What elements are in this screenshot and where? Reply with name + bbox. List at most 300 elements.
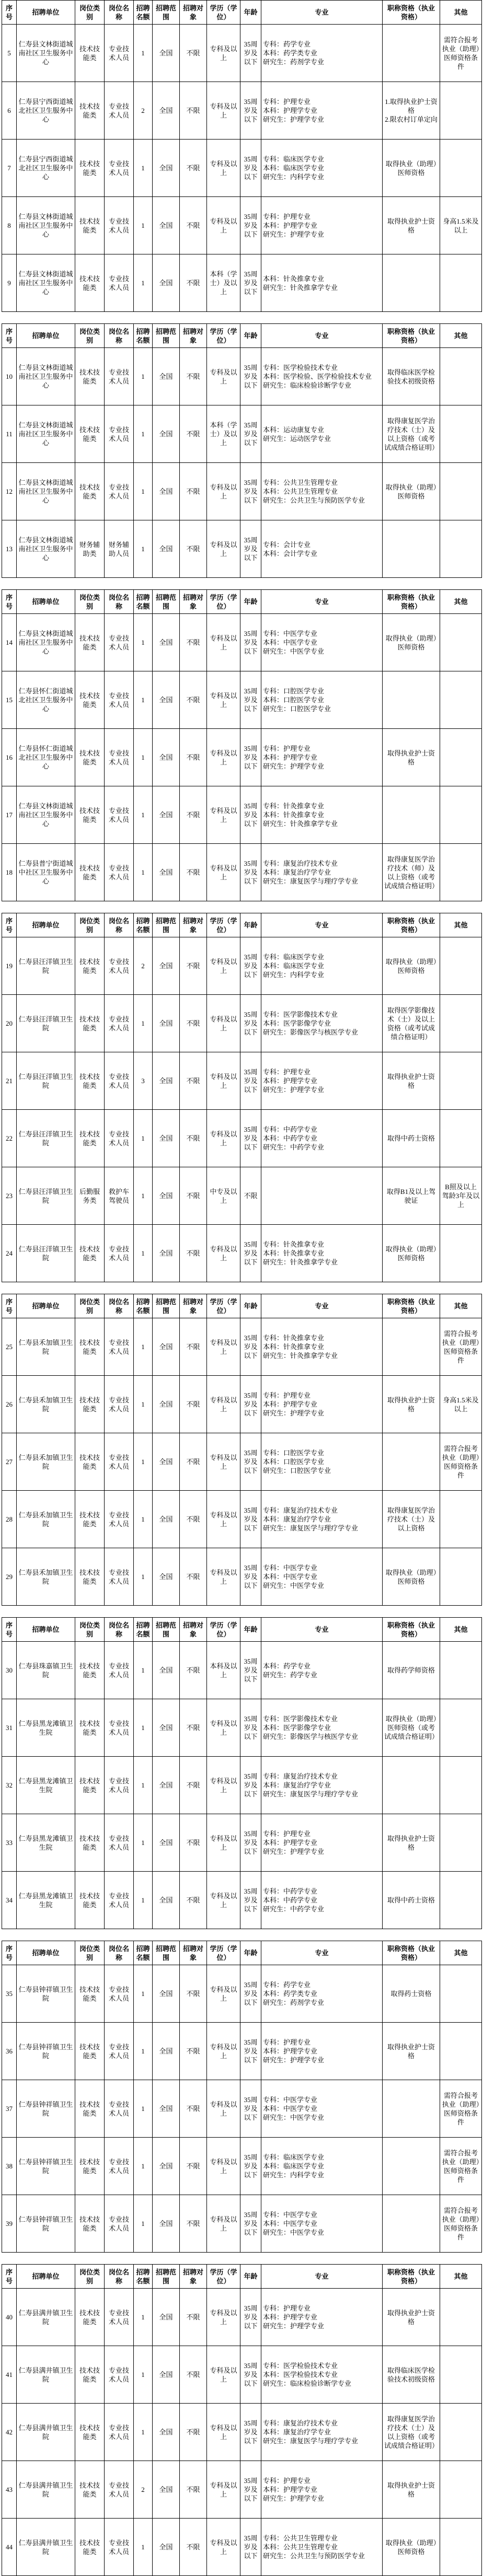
- scope-cell: 全国: [153, 995, 180, 1052]
- major-cell: 专科：临床医学专业 本科：临床医学专业 研究生：内科学专业: [261, 937, 383, 995]
- header-row: [2, 1294, 482, 1318]
- other-cell: 需符合报考执业（助理）医师资格条件: [440, 2195, 482, 2253]
- major-cell: 专科：康复治疗技术专业 本科：康复治疗学专业 研究生：康复医学与理疗学专业: [261, 2404, 383, 2461]
- serial-cell: 13: [2, 520, 17, 578]
- target-cell: 不限: [180, 729, 207, 786]
- header-cell: 岗位名称: [105, 1294, 134, 1318]
- category-cell: 财务辅助类: [75, 520, 105, 578]
- serial-cell: 27: [2, 1433, 17, 1491]
- major-cell: 专科：康复治疗技术专业 本科：康复治疗学专业 研究生：康复医学与理疗学专业: [261, 1757, 383, 1814]
- table-row: [2, 1167, 482, 1225]
- header-cell: 年龄: [240, 590, 261, 614]
- serial-cell: 38: [2, 2138, 17, 2195]
- header-cell: 专业: [261, 1, 383, 25]
- header-cell: 招聘单位: [17, 2265, 75, 2289]
- major-cell: 专科：针灸推拿专业 本科：针灸推拿专业 研究生：针灸推拿学专业: [261, 1318, 383, 1376]
- education-cell: 专科及以上: [207, 1052, 240, 1110]
- scope-cell: 全国: [153, 1757, 180, 1814]
- position-cell: 专业技术人员: [105, 1052, 134, 1110]
- position-cell: 专业技术人员: [105, 2138, 134, 2195]
- major-cell: 专科：护理专业 本科：护理学专业 研究生：护理学专业: [261, 2289, 383, 2346]
- education-cell: 专科及以上: [207, 2080, 240, 2138]
- header-cell: 岗位名称: [105, 913, 134, 937]
- header-cell: 职称资格（执业资格）: [383, 2265, 440, 2289]
- position-cell: 专业技术人员: [105, 463, 134, 520]
- table-row: [2, 1699, 482, 1757]
- quota-cell: 1: [134, 614, 153, 671]
- header-cell: 年龄: [240, 2265, 261, 2289]
- serial-cell: 17: [2, 786, 17, 844]
- scope-cell: 全国: [153, 2404, 180, 2461]
- header-cell: 招聘名额: [134, 1294, 153, 1318]
- major-cell: [261, 1167, 383, 1225]
- header-cell: 招聘单位: [17, 1294, 75, 1318]
- category-cell: 技术技能类: [75, 1642, 105, 1699]
- other-cell: [440, 405, 482, 463]
- category-cell: 技术技能类: [75, 2519, 105, 2576]
- target-cell: 不限: [180, 671, 207, 729]
- header-cell: 招聘范围: [153, 590, 180, 614]
- position-cell: 专业技术人员: [105, 2404, 134, 2461]
- quota-cell: 1: [134, 2023, 153, 2080]
- header-cell: 岗位名称: [105, 1618, 134, 1642]
- scope-cell: 全国: [153, 82, 180, 140]
- education-cell: 专科及以上: [207, 786, 240, 844]
- scope-cell: 全国: [153, 1872, 180, 1929]
- category-cell: 技术技能类: [75, 786, 105, 844]
- education-cell: 专科及以上: [207, 2289, 240, 2346]
- position-cell: 专业技术人员: [105, 1225, 134, 1282]
- qualification-cell: 取得医学影像技术（士）及以上资格（或考试成绩合格证明）: [383, 995, 440, 1052]
- age-cell: 不限: [240, 1167, 261, 1225]
- education-cell: 本科（学士）及以上: [207, 405, 240, 463]
- education-cell: 专科及以上: [207, 614, 240, 671]
- header-cell: 专业: [261, 1941, 383, 1965]
- header-cell: 其他: [440, 1941, 482, 1965]
- unit-cell: 仁寿县文林街道城南社区卫生服务中心: [17, 197, 75, 254]
- header-cell: 学历（学位）: [207, 1294, 240, 1318]
- header-cell: 岗位名称: [105, 1941, 134, 1965]
- table-row: [2, 1318, 482, 1376]
- position-cell: 财务辅助人员: [105, 520, 134, 578]
- position-cell: 专业技术人员: [105, 405, 134, 463]
- education-cell: 专科及以上: [207, 844, 240, 901]
- qualification-cell: [383, 1318, 440, 1376]
- header-cell: 年龄: [240, 1618, 261, 1642]
- target-cell: 不限: [180, 1052, 207, 1110]
- position-cell: 专业技术人员: [105, 1642, 134, 1699]
- scope-cell: 全国: [153, 1110, 180, 1167]
- education-cell: 专科及以上: [207, 463, 240, 520]
- other-cell: 需符合报考执业（助理）医师资格条件: [440, 1318, 482, 1376]
- quota-cell: 1: [134, 2346, 153, 2404]
- header-cell: 职称资格（执业资格）: [383, 590, 440, 614]
- position-cell: 专业技术人员: [105, 25, 134, 82]
- other-cell: 需符合报考执业（助理）医师资格条件: [440, 1433, 482, 1491]
- education-cell: 专科及以上: [207, 1699, 240, 1757]
- qualification-cell: 1.取得执业护士资格 2.限农村订单定向: [383, 82, 440, 140]
- age-cell: 35周岁及以下: [240, 2023, 261, 2080]
- qualification-cell: 取得执业（助理）医师资格: [383, 1548, 440, 1606]
- category-cell: 技术技能类: [75, 1872, 105, 1929]
- qualification-cell: 取得执业护士资格: [383, 1052, 440, 1110]
- quota-cell: 1: [134, 671, 153, 729]
- header-cell: 其他: [440, 324, 482, 348]
- qualification-cell: [383, 786, 440, 844]
- table-row: [2, 2023, 482, 2080]
- target-cell: 不限: [180, 1965, 207, 2023]
- target-cell: 不限: [180, 1167, 207, 1225]
- target-cell: 不限: [180, 2080, 207, 2138]
- header-cell: 序号: [2, 913, 17, 937]
- other-cell: [440, 2023, 482, 2080]
- education-cell: 专科及以上: [207, 1376, 240, 1433]
- category-cell: 技术技能类: [75, 844, 105, 901]
- table-row: [2, 2519, 482, 2576]
- category-cell: 技术技能类: [75, 1318, 105, 1376]
- header-cell: 岗位类别: [75, 1618, 105, 1642]
- age-cell: 35周岁及以下: [240, 1052, 261, 1110]
- education-cell: 专科及以上: [207, 1491, 240, 1548]
- other-cell: [440, 729, 482, 786]
- other-cell: [440, 1225, 482, 1282]
- major-cell: 专科：护理专业 本科：护理学专业 研究生：护理学专业: [261, 2023, 383, 2080]
- target-cell: 不限: [180, 254, 207, 312]
- education-cell: 专科及以上: [207, 1872, 240, 1929]
- target-cell: 不限: [180, 1376, 207, 1433]
- header-cell: 职称资格（执业资格）: [383, 324, 440, 348]
- unit-cell: 仁寿县汪洋镇卫生院: [17, 1110, 75, 1167]
- other-cell: 需符合报考执业（助理）医师资格条件: [440, 25, 482, 82]
- category-cell: 技术技能类: [75, 140, 105, 197]
- target-cell: 不限: [180, 1318, 207, 1376]
- other-cell: [440, 1699, 482, 1757]
- education-cell: 专科及以上: [207, 2346, 240, 2404]
- qualification-cell: [383, 1757, 440, 1814]
- other-cell: B照及以上驾龄3年及以上: [440, 1167, 482, 1225]
- header-cell: 招聘名额: [134, 590, 153, 614]
- age-cell: 35周岁及以下: [240, 2519, 261, 2576]
- position-cell: 专业技术人员: [105, 1433, 134, 1491]
- unit-cell: 仁寿县黑龙滩镇卫生院: [17, 1699, 75, 1757]
- header-cell: 专业: [261, 1294, 383, 1318]
- qualification-cell: [383, 671, 440, 729]
- position-cell: 专业技术人员: [105, 2519, 134, 2576]
- header-cell: 招聘名额: [134, 1, 153, 25]
- major-cell: 专科：中医学专业 本科：中医学专业 研究生：中医学专业: [261, 614, 383, 671]
- category-cell: 技术技能类: [75, 463, 105, 520]
- education-cell: 专科及以上: [207, 1318, 240, 1376]
- other-cell: [440, 2461, 482, 2519]
- other-cell: 需符合报考执业（助理）医师资格条件: [440, 2080, 482, 2138]
- qualification-cell: [383, 520, 440, 578]
- quota-cell: 1: [134, 254, 153, 312]
- education-cell: 专科及以上: [207, 2519, 240, 2576]
- target-cell: 不限: [180, 348, 207, 405]
- qualification-cell: 取得中药士资格: [383, 1110, 440, 1167]
- serial-cell: 10: [2, 348, 17, 405]
- unit-cell: 仁寿县黑龙滩镇卫生院: [17, 1757, 75, 1814]
- position-cell: 专业技术人员: [105, 786, 134, 844]
- unit-cell: 仁寿县汪洋镇卫生院: [17, 995, 75, 1052]
- position-cell: 专业技术人员: [105, 1376, 134, 1433]
- education-cell: 本科（学士）及以上: [207, 254, 240, 312]
- major-cell: 专科：护理专业 本科：护理学专业 研究生：护理学专业: [261, 1376, 383, 1433]
- quota-cell: 1: [134, 1965, 153, 2023]
- target-cell: 不限: [180, 2404, 207, 2461]
- quota-cell: 3: [134, 1052, 153, 1110]
- header-cell: 招聘对象: [180, 1294, 207, 1318]
- other-cell: [440, 614, 482, 671]
- gap-cell: [2, 1929, 482, 1941]
- age-cell: 35周岁及以下: [240, 1757, 261, 1814]
- qualification-cell: [383, 1433, 440, 1491]
- header-cell: 招聘名额: [134, 2265, 153, 2289]
- major-cell: 专科：护理专业 本科：护理学专业 研究生：护理学专业: [261, 1814, 383, 1872]
- age-cell: 35周岁及以下: [240, 729, 261, 786]
- header-cell: 招聘名额: [134, 1941, 153, 1965]
- education-cell: 专科及以上: [207, 2195, 240, 2253]
- age-cell: 35周岁及以下: [240, 2138, 261, 2195]
- header-cell: 招聘单位: [17, 324, 75, 348]
- serial-cell: 39: [2, 2195, 17, 2253]
- serial-cell: 16: [2, 729, 17, 786]
- header-cell: 学历（学位）: [207, 324, 240, 348]
- quota-cell: 1: [134, 1699, 153, 1757]
- header-cell: 招聘名额: [134, 1618, 153, 1642]
- quota-cell: 1: [134, 1318, 153, 1376]
- header-cell: 序号: [2, 1941, 17, 1965]
- other-cell: [440, 844, 482, 901]
- education-cell: 专科及以上: [207, 937, 240, 995]
- quota-cell: 1: [134, 2289, 153, 2346]
- unit-cell: 仁寿县禾加镇卫生院: [17, 1548, 75, 1606]
- quota-cell: 1: [134, 1548, 153, 1606]
- target-cell: 不限: [180, 786, 207, 844]
- other-cell: [440, 463, 482, 520]
- scope-cell: 全国: [153, 2138, 180, 2195]
- header-cell: 岗位类别: [75, 324, 105, 348]
- category-cell: 技术技能类: [75, 405, 105, 463]
- quota-cell: 1: [134, 1814, 153, 1872]
- table-row: [2, 2289, 482, 2346]
- quota-cell: 1: [134, 729, 153, 786]
- unit-cell: 仁寿县钟祥镇卫生院: [17, 2195, 75, 2253]
- serial-cell: 11: [2, 405, 17, 463]
- education-cell: 专科及以上: [207, 1433, 240, 1491]
- header-cell: 学历（学位）: [207, 2265, 240, 2289]
- unit-cell: 仁寿县文林街道城南社区卫生服务中心: [17, 254, 75, 312]
- major-cell: 专科：药学专业 本科：药学类专业 研究生：药剂学专业: [261, 25, 383, 82]
- position-cell: 专业技术人员: [105, 1491, 134, 1548]
- header-cell: 年龄: [240, 1, 261, 25]
- age-cell: 35周岁及以下: [240, 1699, 261, 1757]
- header-cell: 学历（学位）: [207, 590, 240, 614]
- position-cell: 专业技术人员: [105, 729, 134, 786]
- scope-cell: 全国: [153, 2289, 180, 2346]
- target-cell: 不限: [180, 1110, 207, 1167]
- age-cell: 35周岁及以下: [240, 937, 261, 995]
- header-row: [2, 324, 482, 348]
- education-cell: 专科及以上: [207, 671, 240, 729]
- age-cell: 35周岁及以下: [240, 786, 261, 844]
- qualification-cell: 取得药学师资格: [383, 1642, 440, 1699]
- table-row: [2, 2138, 482, 2195]
- quota-cell: 1: [134, 1376, 153, 1433]
- other-cell: [440, 520, 482, 578]
- category-cell: 技术技能类: [75, 1433, 105, 1491]
- header-cell: 其他: [440, 2265, 482, 2289]
- gap-cell: [2, 1606, 482, 1618]
- qualification-cell: 取得B1及以上驾驶证: [383, 1167, 440, 1225]
- section-gap: [2, 578, 482, 590]
- age-cell: 35周岁及以下: [240, 1965, 261, 2023]
- category-cell: 技术技能类: [75, 254, 105, 312]
- education-cell: 专科及以上: [207, 1965, 240, 2023]
- quota-cell: 1: [134, 2195, 153, 2253]
- unit-cell: 仁寿县文林街道城南社区卫生服务中心: [17, 25, 75, 82]
- header-cell: 专业: [261, 1618, 383, 1642]
- education-cell: 专科及以上: [207, 197, 240, 254]
- target-cell: 不限: [180, 1699, 207, 1757]
- age-cell: 35周岁及以下: [240, 2080, 261, 2138]
- age-cell: 35周岁及以下: [240, 82, 261, 140]
- scope-cell: 全国: [153, 1167, 180, 1225]
- serial-cell: 9: [2, 254, 17, 312]
- major-cell: 专科：中医学专业 本科：中医学专业 研究生：中医学专业: [261, 2080, 383, 2138]
- target-cell: 不限: [180, 25, 207, 82]
- qualification-cell: 取得执业护士资格: [383, 729, 440, 786]
- major-cell: 专科：针灸推拿专业 本科：针灸推拿专业 研究生：针灸推拿学专业: [261, 1225, 383, 1282]
- table-row: [2, 197, 482, 254]
- serial-cell: 36: [2, 2023, 17, 2080]
- age-cell: 35周岁及以下: [240, 995, 261, 1052]
- major-cell: 专科：口腔医学专业 本科：口腔医学专业 研究生：口腔医学专业: [261, 671, 383, 729]
- unit-cell: 仁寿县满井镇卫生院: [17, 2519, 75, 2576]
- serial-cell: 42: [2, 2404, 17, 2461]
- serial-cell: 32: [2, 1757, 17, 1814]
- unit-cell: 仁寿县文林街道城南社区卫生服务中心: [17, 786, 75, 844]
- header-cell: 招聘范围: [153, 1294, 180, 1318]
- education-cell: 专科及以上: [207, 995, 240, 1052]
- category-cell: 技术技能类: [75, 1814, 105, 1872]
- position-cell: 专业技术人员: [105, 844, 134, 901]
- major-cell: 专科：口腔医学专业 本科：口腔医学专业 研究生：口腔医学专业: [261, 1433, 383, 1491]
- education-cell: 专科及以上: [207, 2138, 240, 2195]
- header-cell: 招聘对象: [180, 324, 207, 348]
- table-row: [2, 1872, 482, 1929]
- major-cell: 专科：医学检验技术专业 本科：医学检验技术专业 研究生：临床检验诊断学专业: [261, 2346, 383, 2404]
- header-cell: 招聘名额: [134, 324, 153, 348]
- position-cell: 专业技术人员: [105, 671, 134, 729]
- education-cell: 专科及以上: [207, 2404, 240, 2461]
- header-cell: 招聘范围: [153, 1941, 180, 1965]
- education-cell: 专科及以上: [207, 1757, 240, 1814]
- age-cell: 35周岁及以下: [240, 2195, 261, 2253]
- table-row: [2, 1110, 482, 1167]
- table-row: [2, 82, 482, 140]
- qualification-cell: [383, 2195, 440, 2253]
- qualification-cell: [383, 2138, 440, 2195]
- quota-cell: 1: [134, 1167, 153, 1225]
- table-row: [2, 1548, 482, 1606]
- quota-cell: 1: [134, 520, 153, 578]
- category-cell: 技术技能类: [75, 2289, 105, 2346]
- category-cell: 技术技能类: [75, 1548, 105, 1606]
- education-cell: 专科及以上: [207, 348, 240, 405]
- target-cell: 不限: [180, 2023, 207, 2080]
- section-gap: [2, 1606, 482, 1618]
- age-cell: 35周岁及以下: [240, 1548, 261, 1606]
- quota-cell: 2: [134, 2461, 153, 2519]
- education-cell: 专科及以上: [207, 1225, 240, 1282]
- serial-cell: 25: [2, 1318, 17, 1376]
- scope-cell: 全国: [153, 1225, 180, 1282]
- serial-cell: 24: [2, 1225, 17, 1282]
- serial-cell: 15: [2, 671, 17, 729]
- position-cell: 专业技术人员: [105, 348, 134, 405]
- age-cell: 35周岁及以下: [240, 1433, 261, 1491]
- education-cell: 专科及以上: [207, 82, 240, 140]
- qualification-cell: 取得执业（助理）医师资格: [383, 1225, 440, 1282]
- header-cell: 招聘单位: [17, 1618, 75, 1642]
- recruitment-table: [2, 0, 482, 2576]
- table-row: [2, 729, 482, 786]
- header-cell: 其他: [440, 1618, 482, 1642]
- qualification-cell: 取得执业（助理）医师资格: [383, 937, 440, 995]
- table-row: [2, 2346, 482, 2404]
- quota-cell: 1: [134, 1110, 153, 1167]
- unit-cell: 仁寿县汪洋镇卫生院: [17, 1225, 75, 1282]
- category-cell: 后勤服务类: [75, 1167, 105, 1225]
- position-cell: 专业技术人员: [105, 2023, 134, 2080]
- quota-cell: 1: [134, 844, 153, 901]
- unit-cell: 仁寿县文林街道城南社区卫生服务中心: [17, 463, 75, 520]
- unit-cell: 仁寿县黑龙滩镇卫生院: [17, 1814, 75, 1872]
- category-cell: 技术技能类: [75, 1699, 105, 1757]
- scope-cell: 全国: [153, 1318, 180, 1376]
- unit-cell: 仁寿县宁西街道城北社区卫生服务中心: [17, 82, 75, 140]
- qualification-cell: [383, 25, 440, 82]
- header-cell: 招聘范围: [153, 324, 180, 348]
- target-cell: 不限: [180, 1548, 207, 1606]
- position-cell: 专业技术人员: [105, 1757, 134, 1814]
- target-cell: 不限: [180, 1814, 207, 1872]
- unit-cell: 仁寿县汪洋镇卫生院: [17, 937, 75, 995]
- target-cell: 不限: [180, 2195, 207, 2253]
- unit-cell: 仁寿县汪洋镇卫生院: [17, 1052, 75, 1110]
- target-cell: 不限: [180, 197, 207, 254]
- category-cell: 技术技能类: [75, 1491, 105, 1548]
- category-cell: 技术技能类: [75, 25, 105, 82]
- header-cell: 招聘对象: [180, 1941, 207, 1965]
- serial-cell: 22: [2, 1110, 17, 1167]
- age-cell: 35周岁及以下: [240, 520, 261, 578]
- category-cell: 技术技能类: [75, 2023, 105, 2080]
- serial-cell: 30: [2, 1642, 17, 1699]
- header-cell: 招聘单位: [17, 1941, 75, 1965]
- header-cell: 岗位类别: [75, 1294, 105, 1318]
- serial-cell: 8: [2, 197, 17, 254]
- category-cell: 技术技能类: [75, 1757, 105, 1814]
- qualification-cell: [383, 254, 440, 312]
- unit-cell: 仁寿县禾加镇卫生院: [17, 1376, 75, 1433]
- target-cell: 不限: [180, 2461, 207, 2519]
- age-cell: 35周岁及以下: [240, 254, 261, 312]
- target-cell: 不限: [180, 995, 207, 1052]
- target-cell: 不限: [180, 82, 207, 140]
- other-cell: [440, 1872, 482, 1929]
